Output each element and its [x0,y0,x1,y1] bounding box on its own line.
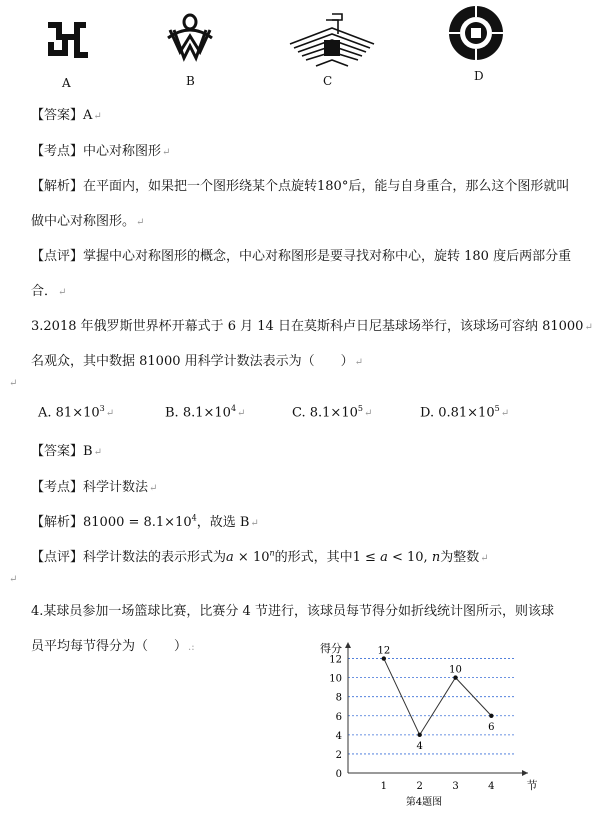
q2-point-line: 【考点】中心对称图形↵ [31,144,171,159]
q2-analysis-2: 做中心对称图形。 [31,214,136,229]
q3-comment-prefix: 【点评】科学计数法的表示形式为 [31,550,227,565]
q3-comment-exp: n [269,548,275,558]
q2-analysis-line-2: 做中心对称图形。↵ [31,214,145,229]
q4-stem-1: 4.某球员参加一场篮球比赛，比赛分 4 节进行，该球员每节得分如折线统计图所示，则该球 [31,604,554,619]
q3-option-b: B. $8.1\times 10^4↵$ [165,404,246,421]
x-tick-label: 4 [488,781,495,792]
q2-comment-line-1 [31,245,571,264]
y-axis-title: 得分 [320,642,342,655]
data-point [489,714,493,718]
line-chart [310,638,538,810]
chart-caption: 第4题图 [405,797,443,808]
y-tick-label: 12 [329,654,342,666]
y-tick-label: 0 [335,769,342,780]
q4-stem-2: 员平均每节得分为（ ） [31,639,188,654]
x-axis-arrow [522,770,528,776]
x-tick-label: 2 [416,781,423,792]
data-point [453,675,457,679]
data-point [417,733,421,737]
q3-stem-2: 名观众，其中数据 81000 用科学计数法表示为（ ） [31,354,354,369]
data-point [382,656,386,660]
q3-analysis-prefix: 【解析】81000 = 8.1×10 [31,515,192,530]
q3-option-d: D. $0.81\times 10^5↵$ [420,404,510,421]
x-tick-label: 3 [452,781,459,792]
y-tick-label: 10 [329,673,342,685]
q3-analysis-line: 【解析】$81000 = 8.1\times 10^4$，故选 B↵ [31,513,259,530]
q3-stem-1: 3.2018 年俄罗斯世界杯开幕式于 6 月 14 日在莫斯科卢日尼基球场举行，该球场可容纳 81000 [31,319,584,334]
data-label: 4 [416,740,423,752]
q2-comment-line-2: 合．↵ [31,284,67,299]
q4-stem-line-1 [31,600,554,619]
swastika-like-pattern-icon [44,18,92,62]
q3-analysis-suffix: ，故选 B [196,515,250,530]
x-tick-label: 1 [380,781,388,792]
y-axis-arrow [345,642,351,648]
q3-option-a: A. $81\times 10^3↵$ [38,404,115,421]
q3-stem-line-2: 名观众，其中数据 81000 用科学计数法表示为（ ）↵ [31,354,364,369]
paragraph-mark: ↵ [9,574,18,585]
y-tick-label: 8 [335,692,342,704]
data-label: 10 [449,664,462,676]
q2-comment-1: 【点评】掌握中心对称图形的概念，中心对称图形是要寻找对称中心，旋转 180 度后两部分重 [31,249,572,264]
q3-point-line: 【考点】科学计数法↵ [31,480,158,495]
data-label: 6 [488,721,495,733]
q3-comment-end: 为整数 [440,550,480,565]
q2-analysis-line-1 [31,175,569,194]
q4-stem-line-2: 员平均每节得分为（ ）.: [31,639,195,654]
figure-label-d: D [474,69,484,83]
figure-label-a: A [62,76,71,90]
q3-stem-line-1: 3.2018 年俄罗斯世界杯开幕式于 6 月 14 日在莫斯科卢日尼基球场举行，该球场可容纳 81000↵ [31,319,593,334]
q3-point: 【考点】科学计数法 [31,480,149,495]
q3-comment-mid: 的形式，其中1 ≤ [274,550,381,565]
q3-comment-a1: a [226,550,234,565]
y-tick-label: 4 [335,730,342,742]
q2-point: 【考点】中心对称图形 [31,144,162,159]
q3-comment-times: × 10 [233,550,270,565]
q3-option-c: C. $8.1\times 10^5↵$ [292,404,373,421]
x-axis-title: 节 [526,779,538,792]
q3-analysis-exp: 4 [191,513,197,523]
q3-comment-n: n [431,550,441,565]
q2-comment-2: 合． [31,284,58,299]
q2-answer-line: 【答案】A↵ [31,108,102,123]
data-label: 12 [377,645,391,657]
figure-label-c: C [323,74,333,88]
figure-label-b: B [186,74,195,88]
bird-ornament-icon [286,10,378,70]
paragraph-mark: ↵ [9,378,18,389]
q3-answer: 【答案】B [31,444,93,459]
y-tick-label: 6 [335,711,342,723]
q3-answer-line: 【答案】B↵ [31,444,102,459]
q3-comment-a2: a [380,550,388,565]
round-emblem-icon [447,4,505,62]
q2-analysis-1: 【解析】在平面内，如果把一个图形绕某个点旋转180°后，能与自身重合，那么这个图形就叫 [31,179,570,194]
q3-comment-line: 【点评】科学计数法的表示形式为$a \times 10^n$的形式，其中1 ≤ a < 10, n为整数↵ [31,548,489,565]
y-tick-label: 2 [335,749,342,761]
q2-answer: 【答案】A [31,108,93,123]
interlaced-tribal-pattern-icon [164,12,216,64]
q3-comment-lt: < 10, [387,550,432,565]
